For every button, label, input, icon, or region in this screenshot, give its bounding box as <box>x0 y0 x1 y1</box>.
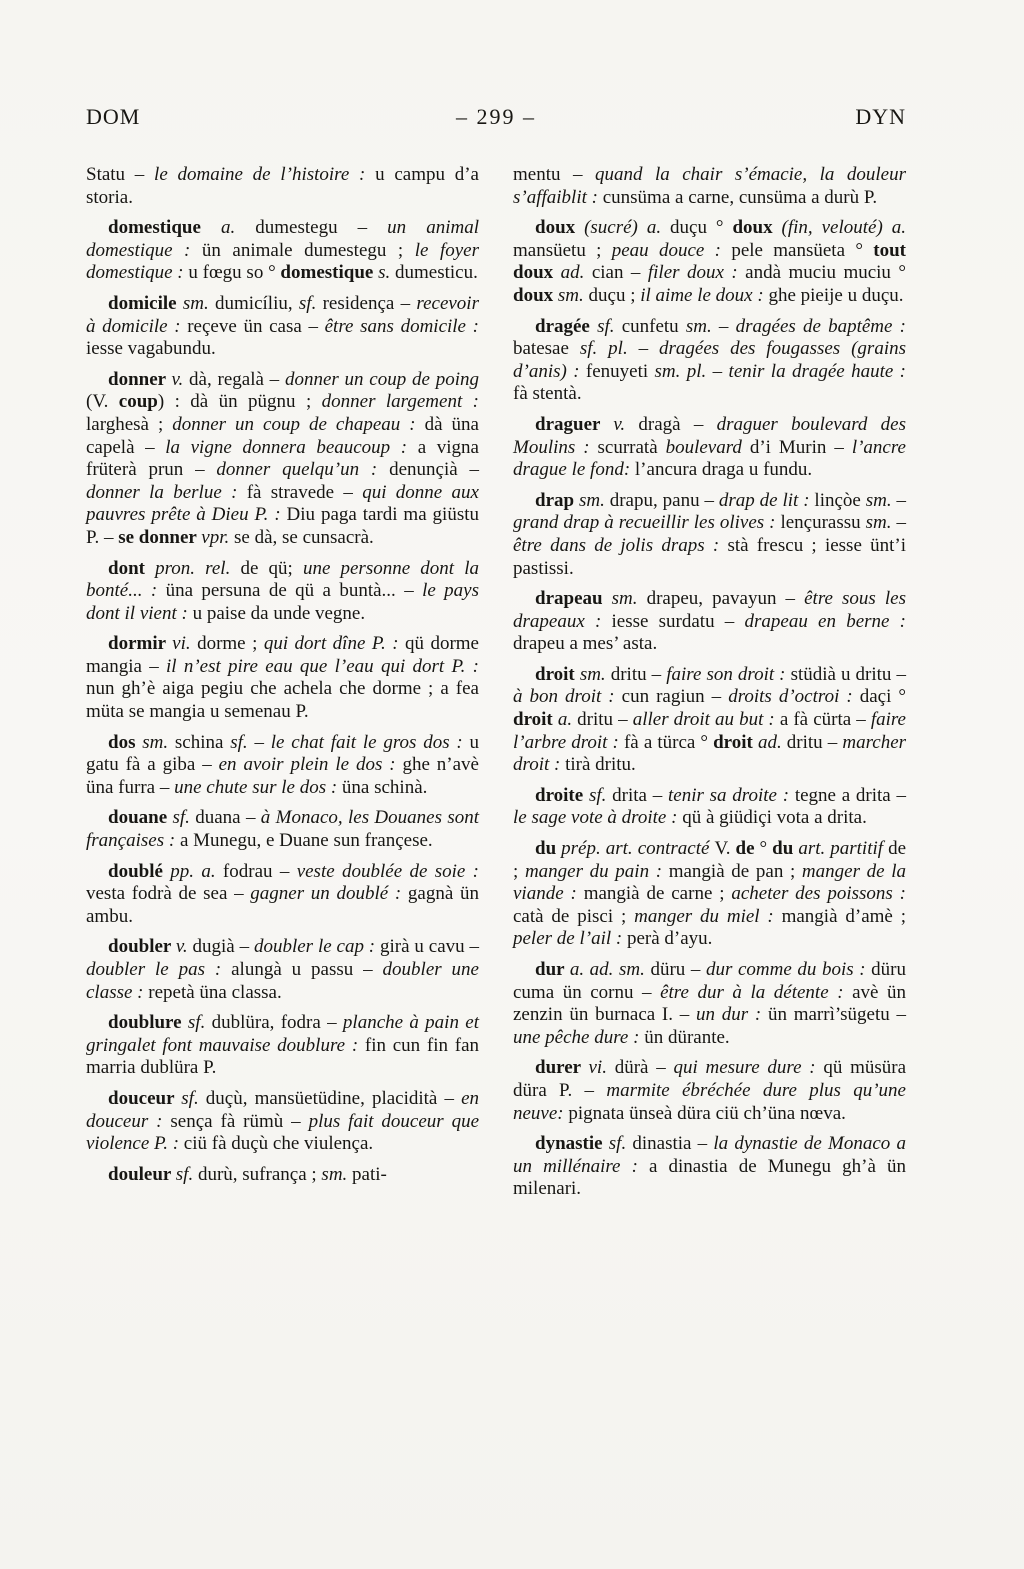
usage-italic: un dur : <box>696 1004 768 1026</box>
text-run: cunfetu <box>621 315 686 337</box>
headword: doublé <box>108 860 171 882</box>
text-run: düru cuma ün cornu – <box>513 959 906 1003</box>
usage-italic: faire son droit : <box>666 663 791 685</box>
headword: domicile <box>108 292 183 314</box>
text-run: fà stentà. <box>513 383 582 405</box>
headword: durer <box>535 1057 589 1079</box>
usage-italic: v. <box>175 936 193 958</box>
text-run: u gatu fà a giba – <box>86 731 479 776</box>
text-run: se dà, se cunsacrà. <box>234 526 374 548</box>
text-run: ) : dà ün pügnu ; <box>157 391 322 413</box>
usage-italic: manger du pain : <box>524 860 669 882</box>
text-run: mentu – <box>513 164 595 185</box>
usage-italic: art. partitif <box>798 838 889 860</box>
text-run: dürà – <box>614 1057 674 1079</box>
text-run: ün dürante. <box>644 1026 730 1048</box>
usage-italic: donner un coup de chapeau : <box>172 413 425 435</box>
text-run: dublüra, fodra – <box>211 1012 343 1034</box>
page-header <box>86 104 906 130</box>
dictionary-entry <box>86 558 479 626</box>
text-run: pele mansüeta ° <box>731 239 874 261</box>
usage-italic: une personne dont la bonté... : <box>86 557 479 602</box>
usage-italic: tenir sa droite : <box>667 784 795 806</box>
dictionary-entry <box>86 369 479 550</box>
page-number: – 299 – <box>455 104 536 129</box>
headword: doux <box>513 284 558 306</box>
dictionary-entry <box>513 1133 906 1201</box>
dictionary-entry <box>513 217 906 307</box>
headword: doux <box>732 217 782 239</box>
text-run: u paise da unde vegne. <box>192 602 366 624</box>
usage-italic: droits d’octroi : <box>728 686 860 708</box>
usage-italic: planche à pain et gringalet font mauvaise doublure : <box>86 1012 479 1056</box>
dictionary-entry <box>86 1088 479 1156</box>
text-run: drita – <box>612 784 668 806</box>
usage-italic: recevoir à domicile : <box>86 292 479 337</box>
headword: droit <box>535 663 580 685</box>
text-run: Statu – <box>86 164 155 185</box>
dictionary-entry <box>86 1012 479 1080</box>
usage-italic: aller droit au but : <box>632 709 780 731</box>
usage-italic: draguer boulevard des Moulins : <box>513 413 907 458</box>
header-guide-word-left: DOM <box>86 104 141 129</box>
usage-italic: une chute sur le dos : <box>174 776 342 798</box>
usage-italic: donner quelqu’un : <box>216 459 390 481</box>
headword: tout doux <box>513 239 906 284</box>
text-run: reçeve ün casa – <box>187 315 325 337</box>
text-run: stà frescu ; iesse ünt’i pastissi. <box>513 534 906 579</box>
text-run: fenuyeti <box>585 360 655 382</box>
headword: dos <box>108 731 143 753</box>
header-guide-word-right: DYN <box>855 104 906 129</box>
usage-italic: le sage vote à droite : <box>513 807 683 829</box>
headword: douleur <box>108 1163 176 1185</box>
usage-italic: une pêche dure : <box>513 1026 645 1048</box>
text-run: pignata ünseà düra ciü ch’üna nœva. <box>568 1102 846 1124</box>
usage-italic: sm. <box>611 588 647 610</box>
usage-italic: s. <box>378 262 395 284</box>
text-run: sença fà rümù – <box>170 1110 309 1132</box>
headword: droit <box>513 709 558 731</box>
text-run: stüdià u dritu – <box>790 663 906 685</box>
text-run: l’ancura draga u fundu. <box>634 459 813 481</box>
text-run: girà u cavu – <box>380 936 480 958</box>
usage-italic: sm. <box>321 1163 353 1185</box>
usage-italic: à Monaco, les Douanes sont françaises : <box>86 807 479 852</box>
text-run: duçù, mansüetüdine, placidità – <box>205 1087 462 1109</box>
usage-italic: sf. <box>298 292 323 314</box>
usage-italic: a. ad. sm. <box>569 959 651 980</box>
usage-italic: sm. pl. – tenir la dragée haute : <box>654 360 906 382</box>
text-run: a Munegu, e Duane sun françese. <box>179 830 433 852</box>
dictionary-entry <box>86 732 479 800</box>
usage-italic: sf. <box>588 784 613 806</box>
text-run: fin cun fin fan marria dublüra P. <box>86 1034 479 1079</box>
headword: doubler <box>108 936 176 958</box>
text-run: larghesà ; <box>86 413 173 435</box>
usage-italic: pron. rel. <box>155 557 241 579</box>
usage-italic: peler de l’ail : <box>513 928 627 950</box>
usage-italic: filer doux : <box>647 262 746 284</box>
text-run: batesae <box>513 338 580 360</box>
right-column <box>513 164 906 1201</box>
usage-italic: sm. <box>557 284 589 306</box>
usage-italic: à bon droit : <box>513 686 622 708</box>
headword: de <box>735 838 760 860</box>
headword: coup <box>118 391 158 413</box>
headword: domestique <box>108 217 221 239</box>
text-run: dumesticu. <box>394 262 478 284</box>
text-run: gagnà ün ambu. <box>86 883 479 927</box>
headword: douceur <box>108 1087 182 1109</box>
usage-italic: sf. <box>175 1163 198 1185</box>
text-run: denunçià – <box>389 459 479 481</box>
text-run: duçu ; <box>588 284 641 306</box>
usage-italic: le domaine de l’histoire : <box>154 164 376 185</box>
headword: du <box>772 838 799 860</box>
usage-italic: sm. <box>578 489 610 511</box>
usage-italic: donner un coup de poing <box>284 368 479 390</box>
usage-italic: sf. – le chat fait le gros dos : <box>230 731 470 753</box>
headword: dragée <box>535 315 598 337</box>
headword: doublure <box>108 1012 188 1034</box>
usage-italic: sf. pl. – dragées des fougasses (grains d’anis) : <box>513 338 907 382</box>
text-run: dragà – <box>638 413 717 435</box>
text-run: V. <box>714 838 736 860</box>
usage-italic: drapeau en berne : <box>744 610 906 632</box>
text-run: schina <box>174 731 231 753</box>
usage-italic: sm. – être dans de jolis draps : <box>513 512 906 556</box>
usage-italic: l’ancre drague le fond: <box>513 436 906 481</box>
text-run: avè ün zenzin ün burnaca I. – <box>513 981 906 1026</box>
text-run: üna schinà. <box>341 776 428 798</box>
text-run: cunsüma a carne, cunsüma a durù P. <box>602 186 878 208</box>
usage-italic: manger du miel : <box>634 905 782 927</box>
dictionary-entry <box>513 490 906 580</box>
usage-italic: sf. <box>187 1012 212 1034</box>
text-run: ciü fà duçù che viulença. <box>183 1133 374 1155</box>
text-run: ghe n’avè üna furra – <box>86 754 479 798</box>
usage-italic: v. <box>171 368 190 390</box>
usage-italic: donner la berlue : <box>86 481 247 503</box>
text-run: scurratà <box>597 436 666 458</box>
dictionary-entry <box>513 664 906 777</box>
usage-italic: dur comme du bois : <box>706 959 872 980</box>
headword: drapeau <box>535 588 612 610</box>
text-run: qü dorme mangia – <box>86 633 479 677</box>
headword: se donner <box>118 526 202 548</box>
dictionary-entry <box>86 293 479 361</box>
usage-italic: prép. art. contracté <box>561 838 715 860</box>
text-run: fà a türca ° <box>623 731 714 753</box>
text-run: dinastia – <box>632 1133 714 1155</box>
dictionary-entry <box>513 164 906 209</box>
usage-italic: sm. – grand drap à recueillir les olives : <box>513 489 907 534</box>
dictionary-entry <box>86 936 479 1004</box>
text-run: dugià – <box>192 936 254 958</box>
usage-italic: vi. <box>172 633 198 655</box>
dictionary-entry <box>86 217 479 285</box>
usage-italic: peau douce : <box>611 239 732 261</box>
text-run: andà muciu muciu ° <box>745 262 906 284</box>
usage-italic: qui donne aux pauvres prête à Dieu P. : <box>86 481 479 526</box>
dictionary-entry <box>513 316 906 406</box>
text-run: mansüetu ; <box>513 239 612 261</box>
usage-italic: sm. – dragées de baptême : <box>685 315 906 337</box>
usage-italic: vpr. <box>201 526 235 548</box>
headword: doux <box>535 217 585 239</box>
text-run: ghe pieije u duçu. <box>768 284 904 306</box>
text-run: dumestegu – <box>255 217 388 239</box>
dictionary-entry <box>513 414 906 482</box>
text-run: vesta fodrà de sea – <box>86 883 251 905</box>
left-column <box>86 164 479 1201</box>
text-run: d’i Murin – <box>749 436 852 458</box>
text-run: cun ragiun – <box>621 686 729 708</box>
text-run: düru – <box>650 959 706 980</box>
usage-italic: qui dort dîne P. : <box>263 633 405 655</box>
text-run: fà stravede – <box>246 481 363 503</box>
text-run: residença – <box>322 292 417 314</box>
dictionary-entry <box>513 1057 906 1125</box>
text-run: alungà u passu – <box>231 959 383 980</box>
usage-italic: le pays dont il vient : <box>86 580 479 624</box>
usage-italic: un animal domestique : <box>86 217 479 261</box>
headword: dur <box>535 959 570 980</box>
usage-italic: être dur à la détente : <box>660 981 853 1003</box>
text-run: üna persuna de qü a buntà... – <box>165 580 423 602</box>
dictionary-entry <box>86 633 479 723</box>
headword: du <box>535 838 562 860</box>
text-run: a fà cürta – <box>779 709 871 731</box>
usage-italic: sf. <box>608 1133 633 1155</box>
text-run: ün marrì’sügetu – <box>767 1004 906 1026</box>
dictionary-entry <box>513 588 906 656</box>
usage-italic: sf. <box>172 807 196 829</box>
usage-italic: vi. <box>588 1057 615 1079</box>
usage-italic: en douceur : <box>86 1087 479 1132</box>
text-run: dritu – <box>577 709 633 731</box>
text-run: perà d’ayu. <box>626 928 713 950</box>
usage-italic: sf. <box>181 1087 206 1109</box>
text-run: repetà üna classa. <box>148 981 282 1003</box>
text-run: dà, regalà – <box>189 368 285 390</box>
text-run: mangià de carne ; <box>583 883 732 905</box>
dictionary-entry <box>513 838 906 951</box>
text-run: qü à giüdiçi vota a drita. <box>682 807 867 829</box>
usage-italic: veste doublée de soie : <box>296 860 480 882</box>
usage-italic: boulevard <box>665 436 750 458</box>
text-run: tirà dritu. <box>565 754 636 776</box>
text-run: nun gh’è aiga pegiu che achela che dorme ; a fea müta se mangia u semenau P. <box>86 678 479 723</box>
text-run: lençurassu <box>780 512 866 534</box>
text-run: a vigna früterà prun – <box>86 436 479 481</box>
text-run: iesse vagabundu. <box>86 338 216 360</box>
text-run: daçi ° <box>859 686 906 708</box>
text-run: u campu d’a storia. <box>86 164 479 208</box>
usage-italic: pp. a. <box>170 860 223 882</box>
usage-italic: en avoir plein le dos : <box>218 754 403 776</box>
headword: dynastie <box>535 1133 609 1155</box>
dictionary-entry <box>86 164 479 209</box>
usage-italic: a. <box>220 217 256 239</box>
dictionary-entry <box>86 1164 479 1187</box>
text-run: dritu – <box>786 731 843 753</box>
usage-italic: v. <box>613 413 639 435</box>
usage-italic: être sous les drapeaux : <box>513 588 906 632</box>
text-run: cian – <box>591 262 648 284</box>
headword: dont <box>108 557 156 579</box>
usage-italic: donner largement : <box>321 391 479 413</box>
usage-italic: la vigne donnera beaucoup : <box>165 436 418 458</box>
text-run: dritu – <box>610 663 667 685</box>
usage-italic: qui mesure dure : <box>673 1057 824 1079</box>
text-run: ° <box>759 838 773 860</box>
text-run: qü müsüra düra P. – <box>513 1057 907 1101</box>
usage-italic: ad. <box>757 731 787 753</box>
text-run: drapeu a mes’ asta. <box>513 633 658 655</box>
usage-italic: (fin, velouté) a. <box>781 217 906 239</box>
headword: droit <box>713 731 758 753</box>
headword: donner <box>108 368 172 390</box>
text-run: pati- <box>352 1163 387 1185</box>
headword: drap <box>535 489 579 511</box>
usage-italic: sm. <box>579 663 611 685</box>
dictionary-entry <box>513 959 906 1049</box>
usage-italic: ad. <box>560 262 592 284</box>
usage-italic: (sucré) a. <box>584 217 671 239</box>
usage-italic: acheter des poissons : <box>731 883 906 905</box>
text-run: fodrau – <box>222 860 297 882</box>
usage-italic: manger de la viande : <box>513 860 906 905</box>
usage-italic: doubler le cap : <box>253 936 381 958</box>
usage-italic: sm. <box>142 731 175 753</box>
text-run: dumicíliu, <box>215 292 299 314</box>
usage-italic: il n’est pire eau que l’eau qui dort P. : <box>165 655 479 677</box>
text-run: ün animale dumestegu ; <box>201 239 415 261</box>
text-run: mangià d’amè ; <box>781 905 906 927</box>
text-run: linçòe <box>814 489 866 511</box>
text-columns <box>86 164 906 1201</box>
text-run: drapu, panu – <box>609 489 719 511</box>
usage-italic: doubler une classe : <box>86 959 479 1003</box>
usage-italic: plus fait douceur que violence P. : <box>86 1110 480 1155</box>
text-run: dorme ; <box>197 633 264 655</box>
headword: dormir <box>108 633 173 655</box>
text-run: duana – <box>195 807 261 829</box>
usage-italic: doubler le pas : <box>86 959 232 980</box>
text-run: de qü; <box>240 557 303 579</box>
text-run: Diu paga tardi ma giüstu P. – <box>86 504 479 548</box>
usage-italic: marcher droit : <box>513 731 907 776</box>
text-run: catà de pisci ; <box>513 905 635 927</box>
usage-italic: drap de lit : <box>718 489 815 511</box>
usage-italic: gagner un doublé : <box>250 883 408 905</box>
headword: draguer <box>535 413 614 435</box>
text-run: tegne a drita – <box>794 784 906 806</box>
text-run: dà üna capelà – <box>86 413 479 458</box>
text-run: drapeu, pavayun – <box>646 588 805 610</box>
usage-italic: a. <box>557 709 578 731</box>
headword: douane <box>108 807 173 829</box>
text-run: durù, sufrança ; <box>197 1163 322 1185</box>
usage-italic: la dynastie de Monaco a un millénaire : <box>513 1133 906 1177</box>
text-run: mangià de pan ; <box>668 860 802 882</box>
text-run: a dinastia de Munegu gh’à ün milenari. <box>513 1155 906 1200</box>
usage-italic: le foyer domestique : <box>86 239 479 284</box>
usage-italic: sf. <box>597 315 622 337</box>
usage-italic: sm. <box>182 292 216 314</box>
dictionary-entry <box>86 861 479 929</box>
headword: domestique <box>280 262 379 284</box>
headword: droite <box>535 784 589 806</box>
text-run: iesse surdatu – <box>611 610 745 632</box>
usage-italic: être sans domicile : <box>324 315 479 337</box>
text-run: de ; <box>513 838 906 882</box>
text-run: duçu ° <box>670 217 733 239</box>
text-run: (V. <box>86 391 119 413</box>
usage-italic: marmite ébréchée dure plus qu’une neuve: <box>513 1079 906 1124</box>
usage-italic: quand la chair s’émacie, la douleur s’affaiblit : <box>513 164 906 208</box>
dictionary-entry <box>86 807 479 852</box>
text-run: u fœgu so ° <box>188 262 281 284</box>
usage-italic: faire l’arbre droit : <box>513 709 906 753</box>
dictionary-entry <box>513 785 906 830</box>
usage-italic: il aime le doux : <box>640 284 769 306</box>
